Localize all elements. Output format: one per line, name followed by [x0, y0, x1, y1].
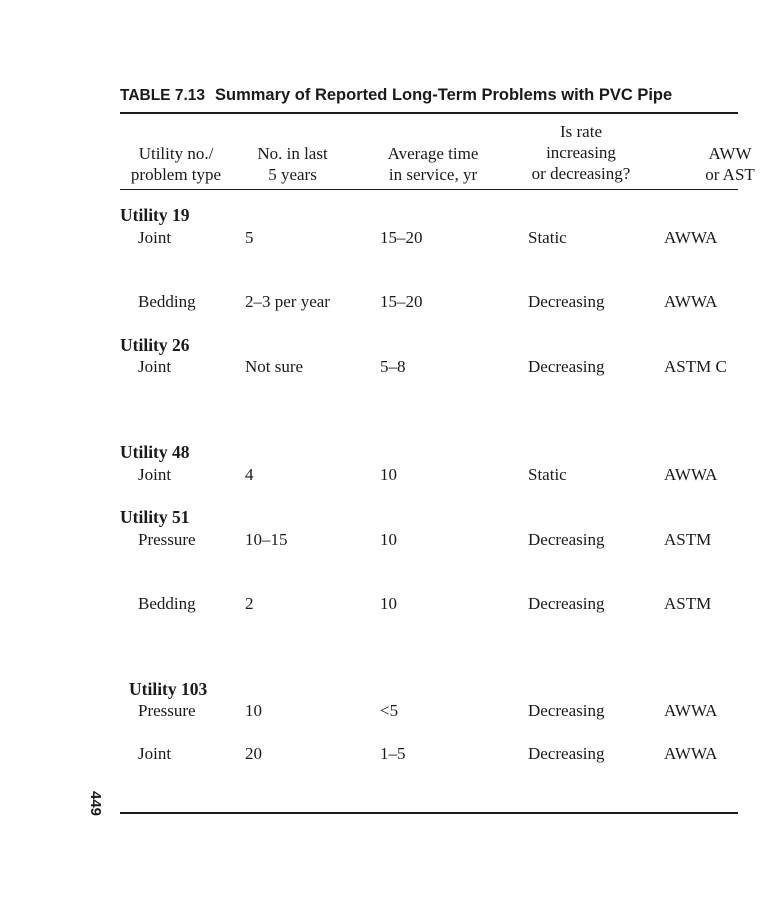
- cell-problem-type: Pressure: [138, 530, 196, 549]
- cell-trend: Decreasing: [528, 292, 605, 311]
- column-header-line: or decreasing?: [531, 164, 631, 183]
- column-header-line: increasing: [546, 143, 616, 162]
- cell-standard: AWWA: [664, 292, 718, 311]
- cell-standard: AWWA: [664, 701, 718, 720]
- cell-problem-type: Bedding: [138, 292, 196, 311]
- cell-standard: ASTM: [664, 594, 712, 613]
- cell-problem-type: Joint: [138, 228, 172, 247]
- cell-service-time: 1–5: [380, 744, 406, 763]
- cell-service-time: 15–20: [380, 228, 423, 247]
- cell-service-time: 10: [380, 465, 397, 484]
- cell-trend: Decreasing: [528, 744, 605, 763]
- cell-count: 4: [245, 465, 254, 484]
- cell-count: 10–15: [245, 530, 288, 549]
- cell-problem-type: Joint: [138, 465, 172, 484]
- column-header-line: Average time: [387, 144, 479, 163]
- column-header-line: problem type: [130, 165, 222, 184]
- bottom-rule: [120, 812, 738, 814]
- cell-standard: ASTM C: [664, 357, 727, 376]
- group-heading: Utility 26: [120, 335, 190, 355]
- column-header-standard: [680, 143, 780, 185]
- column-header-line: Utility no./: [138, 144, 214, 163]
- cell-standard: ASTM: [664, 530, 712, 549]
- column-header-line: Is rate: [559, 122, 602, 141]
- column-header-time: [372, 143, 494, 185]
- cell-count: 2–3 per year: [245, 292, 330, 311]
- cell-problem-type: Joint: [138, 744, 172, 763]
- cell-trend: Decreasing: [528, 530, 605, 549]
- cell-trend: Decreasing: [528, 701, 605, 720]
- group-heading: Utility 48: [120, 442, 190, 462]
- column-header-line: 5 years: [268, 165, 317, 184]
- cell-problem-type: Bedding: [138, 594, 196, 613]
- cell-count: 10: [245, 701, 262, 720]
- cell-count: Not sure: [245, 357, 304, 376]
- table-caption: [120, 86, 672, 105]
- column-header-line: AWW: [708, 144, 752, 163]
- cell-service-time: <5: [380, 701, 399, 720]
- group-heading: Utility 103: [129, 679, 208, 699]
- column-header-line: No. in last: [257, 144, 328, 163]
- cell-count: 20: [245, 744, 262, 763]
- cell-trend: Decreasing: [528, 594, 605, 613]
- cell-trend: Static: [528, 228, 567, 247]
- table-label: TABLE 7.13: [120, 87, 205, 104]
- page-number: 449: [87, 791, 104, 817]
- table-title: Summary of Reported Long-Term Problems with PVC Pipe: [215, 86, 673, 104]
- column-header-count: [244, 143, 341, 185]
- top-rule: [120, 112, 738, 114]
- header-rule: [120, 189, 738, 190]
- cell-service-time: 15–20: [380, 292, 423, 311]
- group-heading: Utility 19: [120, 205, 190, 225]
- cell-problem-type: Joint: [138, 357, 172, 376]
- cell-standard: AWWA: [664, 744, 718, 763]
- cell-standard: AWWA: [664, 465, 718, 484]
- cell-service-time: 10: [380, 594, 397, 613]
- column-header-trend: [516, 121, 646, 184]
- cell-service-time: 10: [380, 530, 397, 549]
- cell-problem-type: Pressure: [138, 701, 196, 720]
- cell-trend: Static: [528, 465, 567, 484]
- cell-standard: AWWA: [664, 228, 718, 247]
- column-header-line: or AST: [705, 165, 755, 184]
- cell-count: 5: [245, 228, 254, 247]
- column-header-line: in service, yr: [388, 165, 478, 184]
- column-header-utility: [120, 143, 232, 185]
- cell-trend: Decreasing: [528, 357, 605, 376]
- group-heading: Utility 51: [120, 507, 190, 527]
- cell-service-time: 5–8: [380, 357, 406, 376]
- cell-count: 2: [245, 594, 254, 613]
